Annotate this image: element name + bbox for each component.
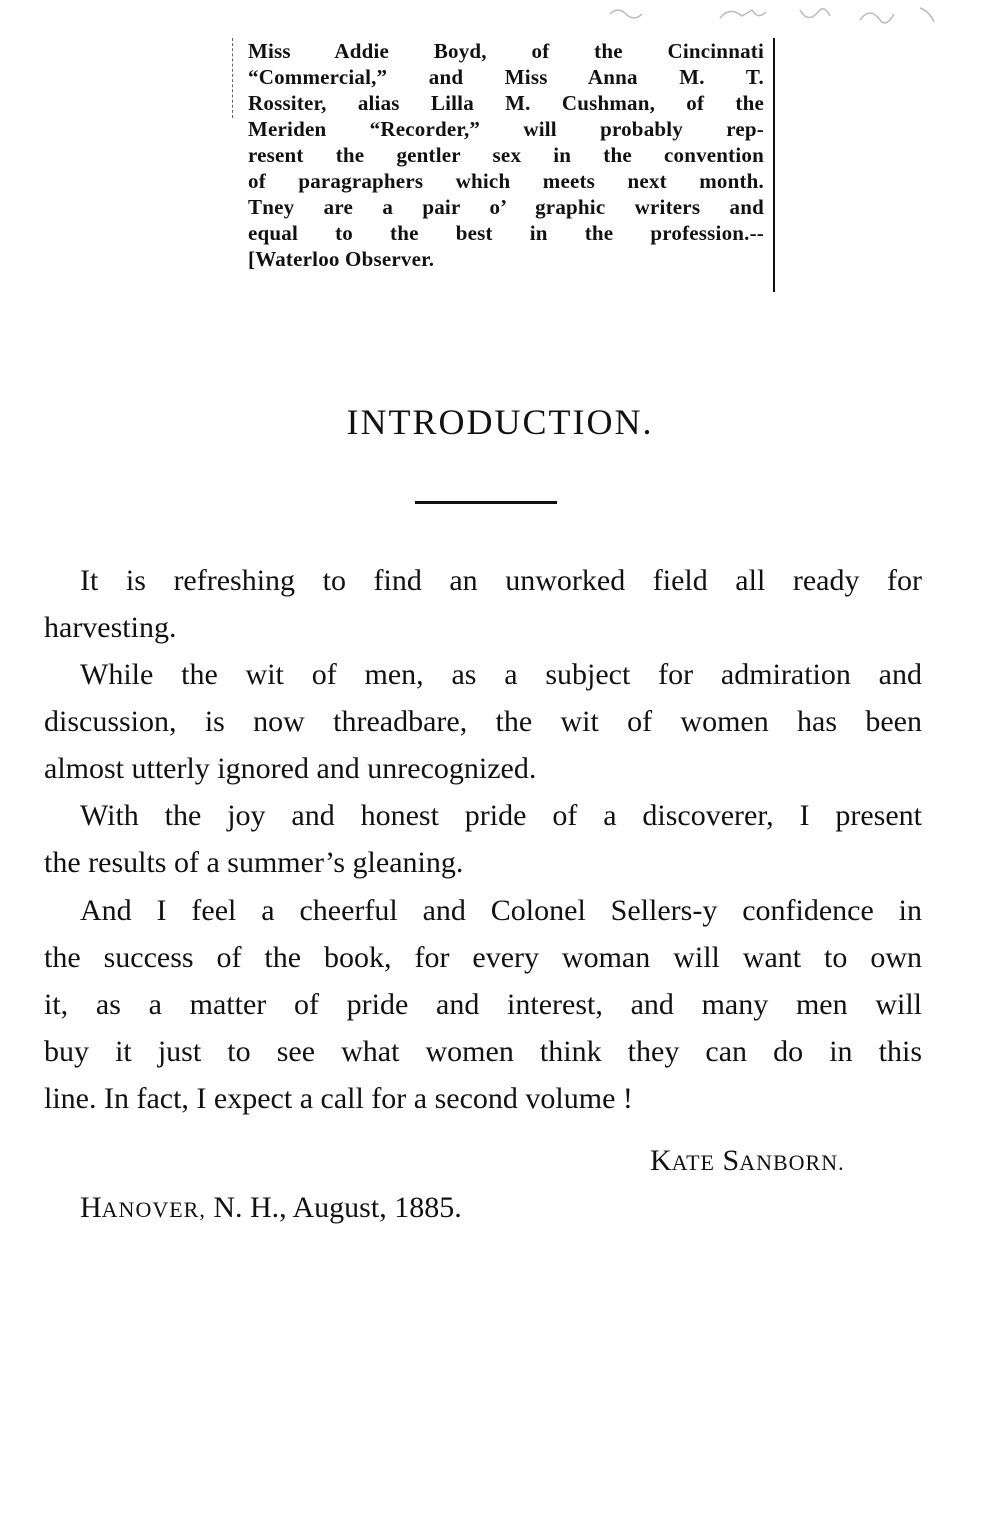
- paragraph-line: line. In fact, I expect a call for a second volume !: [44, 1082, 633, 1115]
- clipping-line: Meriden “Recorder,” will probably rep-: [248, 117, 764, 141]
- clipping-line: Rossiter, alias Lilla M. Cushman, of the: [248, 91, 764, 115]
- paragraph-line: discussion, is now threadbare, the wit of women has been: [44, 705, 922, 738]
- paragraph-line: While the wit of men, as a subject for admiration and: [80, 658, 922, 691]
- paragraph-line: And I feel a cheerful and Colonel Sellers-y confidence in: [80, 894, 922, 927]
- paragraph-line: It is refreshing to find an unworked field all ready for: [80, 564, 922, 597]
- scan-artifact-marks: [600, 0, 960, 40]
- clipping-line: equal to the best in the profession.--: [248, 221, 764, 245]
- place-and-date: [80, 1190, 462, 1228]
- paragraph-line: harvesting.: [44, 611, 177, 644]
- clipping-line: of paragraphers which meets next month.: [248, 169, 764, 193]
- place-initial: H: [80, 1191, 102, 1224]
- clipping-line: Miss Addie Boyd, of the Cincinnati: [248, 39, 764, 63]
- clipping-line: Tney are a pair o’ graphic writers and: [248, 195, 764, 219]
- author-signature: [650, 1143, 845, 1181]
- title-divider: [415, 501, 557, 504]
- signature-first-initial: K: [650, 1144, 672, 1177]
- clipping-left-edge: [232, 38, 233, 118]
- place-date-remainder: N. H., August, 1885.: [205, 1191, 462, 1224]
- newspaper-clipping: [232, 38, 776, 292]
- clipping-right-rule: [773, 38, 775, 292]
- place-rest: ANOVER,: [101, 1197, 206, 1222]
- paragraph-line: almost utterly ignored and unrecognized.: [44, 752, 537, 785]
- paragraph-line: the success of the book, for every woman will want to own: [44, 941, 922, 974]
- signature-first-rest: ATE: [671, 1150, 715, 1175]
- paragraph-line: buy it just to see what women think they can do in this: [44, 1035, 922, 1068]
- clipping-line: [Waterloo Observer.: [248, 247, 435, 271]
- paragraph-line: it, as a matter of pride and interest, and many men will: [44, 988, 922, 1021]
- clipping-line: “Commercial,” and Miss Anna M. T.: [248, 65, 764, 89]
- page-title: INTRODUCTION.: [346, 402, 654, 442]
- clipping-line: resent the gentler sex in the convention: [248, 143, 764, 167]
- signature-last-rest: ANBORN.: [739, 1150, 845, 1175]
- paragraph-line: With the joy and honest pride of a discoverer, I present: [80, 799, 922, 832]
- signature-last-initial: S: [722, 1144, 740, 1177]
- paragraph-line: the results of a summer’s gleaning.: [44, 846, 464, 879]
